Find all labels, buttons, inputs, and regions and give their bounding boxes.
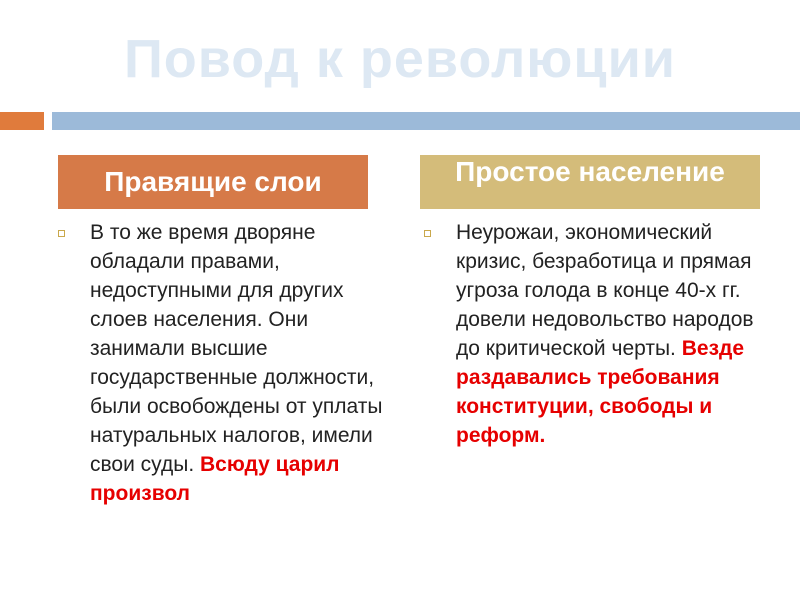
slide-title: Повод к революции <box>123 29 677 89</box>
accent-bar-left <box>0 112 44 130</box>
ruling-classes-paragraph <box>90 218 388 508</box>
ruling-classes-highlight: Всюду царил произвол <box>90 453 340 505</box>
common-people-highlight: Везде раздавались требования конституции, свободы и реформ. <box>456 337 745 447</box>
header-ruling-classes <box>58 155 368 209</box>
common-people-paragraph <box>456 218 754 450</box>
common-people-column <box>424 218 754 450</box>
accent-bar-right <box>52 112 800 130</box>
header-common-people <box>420 155 760 209</box>
header-ruling-classes-label: Правящие слои <box>104 166 322 197</box>
common-people-text: Неурожаи, экономический кризис, безработица и прямая угроза голода в конце 40-х гг. довели недовольство народов до критической черты. <box>456 221 754 360</box>
ruling-classes-column <box>58 218 388 508</box>
bullet-square-icon <box>424 230 431 237</box>
ruling-classes-text: В то же время дворяне обладали правами, недоступными для других слоев населения. Они занимали высшие государственные должности, были освобождены от уплаты натуральных налогов, имели свои суды. <box>90 221 383 476</box>
bullet-square-icon <box>58 230 65 237</box>
header-common-people-label: Простое население <box>455 156 725 187</box>
